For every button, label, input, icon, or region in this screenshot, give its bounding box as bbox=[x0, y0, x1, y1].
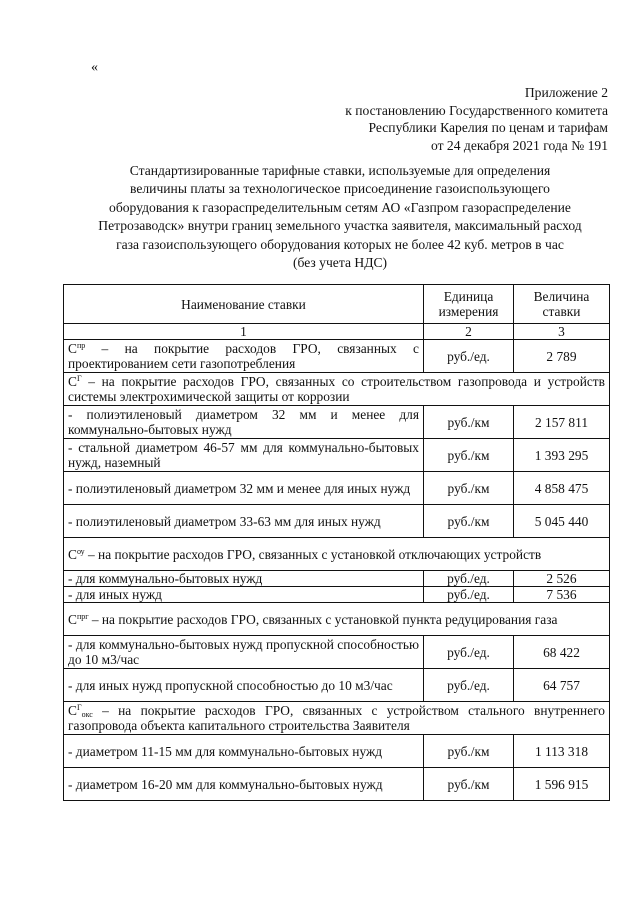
heading-line: оборудования к газораспределительным сетям АО «Газпром газораспределение bbox=[109, 199, 571, 215]
rate-symbol: C bbox=[68, 374, 77, 389]
rate-name: - диаметром 16-20 мм для коммунально-бытовых нужд bbox=[64, 768, 424, 801]
rate-symbol-superscript: Г bbox=[76, 703, 82, 712]
section-heading bbox=[64, 373, 610, 406]
rate-name: - полиэтиленовый диаметром 33-63 мм для иных нужд bbox=[64, 505, 424, 538]
rate-value: 1 393 295 bbox=[514, 439, 610, 472]
section-description: – на покрытие расходов ГРО, связанных с устройством стального внутреннего газопровода объекта капитального строительства Заявителя bbox=[68, 703, 605, 733]
table-row bbox=[64, 406, 610, 439]
rate-unit: руб./ед. bbox=[424, 636, 514, 669]
rate-unit: руб./ед. bbox=[424, 669, 514, 702]
table-row bbox=[64, 768, 610, 801]
column-number: 2 bbox=[424, 324, 514, 340]
heading-line: газа газоиспользующего оборудования которых не более 42 куб. метров в час bbox=[116, 236, 564, 252]
rate-name: - стальной диаметром 46-57 мм для коммунально-бытовых нужд, наземный bbox=[64, 439, 424, 472]
column-number: 1 bbox=[64, 324, 424, 340]
table-header-row bbox=[64, 285, 610, 324]
section-description: – на покрытие расходов ГРО, связанных со строительством газопровода и устройств системы электрохимической защиты от коррозии bbox=[68, 374, 605, 404]
appendix-authority: Республики Карелия по ценам и тарифам bbox=[368, 120, 608, 136]
rate-name: - полиэтиленовый диаметром 32 мм и менее для коммунально-бытовых нужд bbox=[64, 406, 424, 439]
rate-unit: руб./ед. bbox=[424, 587, 514, 603]
header-unit: Единица измерения bbox=[424, 285, 514, 324]
column-number-row bbox=[64, 324, 610, 340]
table-row bbox=[64, 439, 610, 472]
table-row bbox=[64, 669, 610, 702]
column-number: 3 bbox=[514, 324, 610, 340]
rate-unit: руб./км bbox=[424, 439, 514, 472]
rate-unit: руб./км bbox=[424, 505, 514, 538]
rate-unit: руб./км bbox=[424, 768, 514, 801]
rate-symbol-superscript: оу bbox=[76, 546, 85, 556]
section-row-internal-pipeline bbox=[64, 702, 610, 735]
rate-name: - для иных нужд bbox=[64, 587, 424, 603]
rate-value: 64 757 bbox=[514, 669, 610, 702]
rate-symbol: C bbox=[68, 611, 77, 627]
table-row bbox=[64, 735, 610, 768]
rate-symbol-superscript: прг bbox=[76, 611, 89, 621]
tariff-rates-table bbox=[63, 284, 610, 801]
heading-line: (без учета НДС) bbox=[292, 255, 388, 271]
rate-name: - для иных нужд пропускной способностью до 10 м3/час bbox=[64, 669, 424, 702]
rate-name: - диаметром 11-15 мм для коммунально-бытовых нужд bbox=[64, 735, 424, 768]
rate-unit: руб./км bbox=[424, 472, 514, 505]
rate-value: 2 526 bbox=[514, 571, 610, 587]
rate-symbol: C bbox=[68, 703, 77, 718]
rate-name: - полиэтиленовый диаметром 32 мм и менее для иных нужд bbox=[64, 472, 424, 505]
table-row bbox=[64, 340, 610, 373]
rate-value: 2 789 bbox=[514, 340, 610, 373]
heading-line: Петрозаводск» внутри границ земельного участка заявителя, максимальный расход bbox=[98, 218, 582, 234]
document-heading bbox=[70, 162, 610, 272]
section-heading bbox=[64, 603, 610, 636]
rate-symbol-subscript: окс bbox=[81, 710, 93, 719]
rate-unit: руб./ед. bbox=[424, 340, 514, 373]
opening-quote-mark: « bbox=[91, 60, 98, 75]
rate-symbol-superscript: Г bbox=[76, 374, 82, 383]
header-value: Величина ставки bbox=[514, 285, 610, 324]
rate-symbol: C bbox=[68, 546, 77, 562]
appendix-resolution: к постановлению Государственного комитета bbox=[345, 102, 608, 118]
table-row bbox=[64, 636, 610, 669]
rate-name: - для коммунально-бытовых нужд bbox=[64, 571, 424, 587]
rate-value: 4 858 475 bbox=[514, 472, 610, 505]
appendix-date: от 24 декабря 2021 года № 191 bbox=[430, 137, 608, 153]
section-heading bbox=[64, 538, 610, 571]
table-row bbox=[64, 571, 610, 587]
rate-unit: руб./ед. bbox=[424, 571, 514, 587]
table-row bbox=[64, 587, 610, 603]
rate-unit: руб./км bbox=[424, 406, 514, 439]
section-row-shutoff bbox=[64, 538, 610, 571]
rate-value: 1 113 318 bbox=[514, 735, 610, 768]
heading-line: величины платы за технологическое присоединение газоиспользующего bbox=[130, 181, 550, 197]
rate-value: 7 536 bbox=[514, 587, 610, 603]
rate-name: - для коммунально-бытовых нужд пропускной способностью до 10 м3/час bbox=[64, 636, 424, 669]
rate-description: – на покрытие расходов ГРО, связанных с проектированием сети газопотребления bbox=[68, 341, 419, 371]
rate-name-s-pr bbox=[64, 340, 424, 373]
heading-line: Стандартизированные тарифные ставки, используемые для определения bbox=[129, 163, 551, 178]
section-description: – на покрытие расходов ГРО, связанных с установкой пункта редуцирования газа bbox=[88, 611, 558, 627]
table-row bbox=[64, 505, 610, 538]
rate-symbol-superscript: пр bbox=[76, 341, 86, 350]
rate-value: 5 045 440 bbox=[514, 505, 610, 538]
section-row-reduction bbox=[64, 603, 610, 636]
table-row bbox=[64, 472, 610, 505]
section-row-construction bbox=[64, 373, 610, 406]
rate-value: 2 157 811 bbox=[514, 406, 610, 439]
section-heading bbox=[64, 702, 610, 735]
rate-symbol: C bbox=[68, 341, 77, 356]
rate-unit: руб./км bbox=[424, 735, 514, 768]
rate-value: 68 422 bbox=[514, 636, 610, 669]
rate-value: 1 596 915 bbox=[514, 768, 610, 801]
section-description: – на покрытие расходов ГРО, связанных с установкой отключающих устройств bbox=[84, 546, 542, 562]
header-rate-name: Наименование ставки bbox=[64, 285, 424, 324]
appendix-block bbox=[188, 84, 608, 154]
appendix-title: Приложение 2 bbox=[524, 85, 608, 100]
